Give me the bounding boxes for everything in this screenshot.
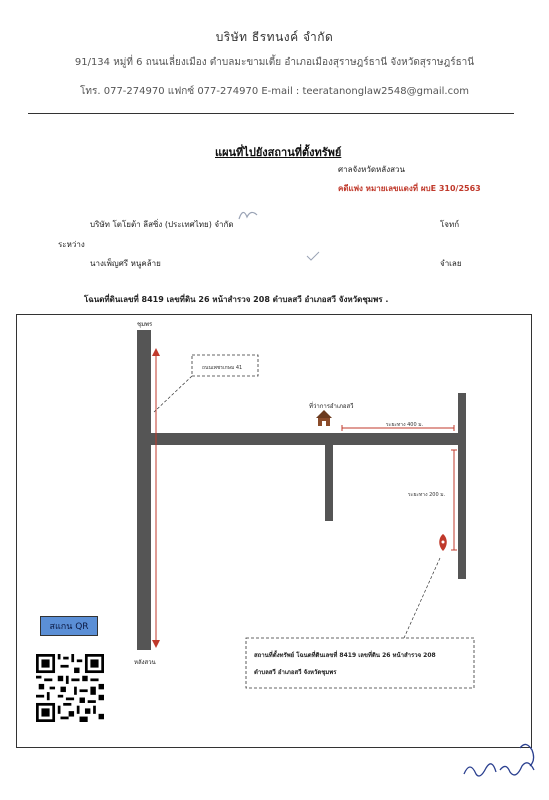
handwritten-signature: [460, 740, 546, 790]
deed-description: โฉนดที่ดินเลขที่ 8419 เลขที่ดิน 26 หน้าสำรวจ 208 ตำบลสวี อำเภอสวี จังหวัดชุมพร .: [84, 295, 389, 304]
side-road: [151, 433, 461, 445]
district-office-label: ที่ว่าการอำเภอสวี: [309, 403, 354, 410]
road-name-label: ถนนเพชรเกษม 41: [202, 365, 243, 371]
label-south: หลังสวน: [134, 659, 156, 666]
defendant-role: จำเลย: [440, 259, 462, 268]
label-north: ชุมพร: [137, 321, 153, 328]
distance-horizontal-label: ระยะทาง 400 ม.: [386, 422, 424, 428]
header-divider: [28, 113, 514, 114]
defendant-name: นางเพ็ญศรี หนูคล้าย: [90, 259, 161, 268]
company-contact: โทร. 077-274970 แฟกซ์ 077-274970 E-mail : teeratanonglaw2548@gmail.com: [80, 86, 469, 97]
company-address: 91/134 หมู่ที่ 6 ถนนเลี่ยงเมือง ตำบลมะขามเตี้ย อำเภอเมืองสุราษฎร์ธานี จังหวัดสุราษฎร์ธานี: [74, 57, 475, 68]
company-name: บริษัท ธีรทนงค์ จำกัด: [215, 30, 334, 44]
distance-vertical-label: ระยะทาง 200 ม.: [408, 492, 446, 498]
court-name: ศาลจังหวัดหลังสวน: [338, 165, 405, 174]
pen-scribble-mark: [237, 205, 261, 223]
property-info-line1: สถานที่ตั้งทรัพย์ โฉนดที่ดินเลขที่ 8419 เลขที่ดิน 26 หน้าสำรวจ 208: [254, 652, 436, 659]
scan-qr-button[interactable]: สแกน QR: [40, 616, 98, 636]
property-info-line2: ตำบลสวี อำเภอสวี จังหวัดชุมพร: [254, 669, 337, 676]
plaintiff-name: บริษัท โตโยต้า ลีสซิ่ง (ประเทศไทย) จำกัด: [90, 220, 234, 229]
qr-code-image[interactable]: [36, 654, 104, 722]
case-number: คดีแพ่ง หมายเลขแดงที่ ผบE 310/2563: [338, 184, 481, 193]
pen-tick-mark: [305, 250, 321, 262]
right-road: [458, 393, 466, 579]
branch-road: [325, 445, 333, 521]
highway-road: [137, 330, 151, 650]
plaintiff-role: โจทก์: [440, 220, 460, 229]
between-label: ระหว่าง: [58, 240, 85, 249]
document-title: แผนที่ไปยังสถานที่ตั้งทรัพย์: [215, 146, 342, 159]
